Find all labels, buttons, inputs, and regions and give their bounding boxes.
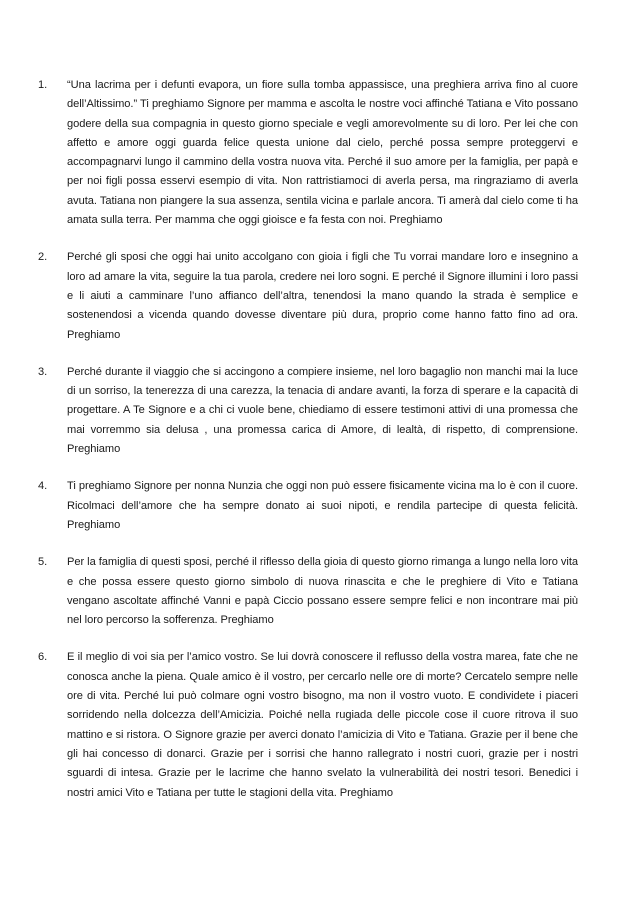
prayer-text: “Una lacrima per i defunti evapora, un fiore sulla tomba appassisce, una preghiera arriva fino al cuore dell’Altissimo.” Ti preghiamo Signore per mamma e ascolta le nostre voci affinché Tatiana e Vito possano godere della sua compagnia in questo giorno speciale e vegli amorevolmente su di loro. Per lei che con affetto e amore oggi guarda felice questa unione dal cielo, perché possa sempre proteggervi e accompagnarvi lungo il cammino della vostra nuova vita. Perché il suo amore per la famiglia, per papà e per noi figli possa esservi esempio di vita. Non rattristiamoci di averla persa, ma ringraziamo di averla avuta. Tatiana non piangere la sua assenza, sentila vicina e parlale ancora. Ti amerà dal cielo come ti ha amata sulla terra. Per mamma che oggi gioisce e fa festa con noi. Preghiamo bbox=[67, 79, 578, 227]
prayer-item-2 bbox=[38, 248, 578, 344]
prayer-text: Perché gli sposi che oggi hai unito accolgano con gioia i figli che Tu vorrai mandare loro e insegnino a loro ad amare la vita, seguire la tua parola, credere nei loro sogni. E perché il Signore illumini i loro passi e li aiuti a camminare l’uno affianco dell’altra, tenendosi la mano quando la strada è semplice e sostenendosi a vicenda quando dovesse diventare più dura, proprio come hanno fatto fino ad ora. Preghiamo bbox=[67, 251, 578, 341]
prayer-text: Ti preghiamo Signore per nonna Nunzia che oggi non può essere fisicamente vicina ma lo è con il cuore. Ricolmaci dell’amore che ha sempre donato ai suoi nipoti, e rendila partecipe di questa felicità. Preghiamo bbox=[67, 480, 578, 531]
prayer-text: E il meglio di voi sia per l’amico vostro. Se lui dovrà conoscere il reflusso della vostra marea, fate che ne conosca anche la piena. Quale amico è il vostro, per cercarlo nelle ore di morte? Cercatelo sempre nelle ore di vita. Perché lui può colmare ogni vostro bisogno, ma non il vostro vuoto. E condividete i piaceri sorridendo nella dolcezza dell’Amicizia. Poiché nella rugiada delle piccole cose il cuore ritrova il suo mattino e si ristora. O Signore grazie per averci donato l’amicizia di Vito e Tatiana. Grazie per il bene che gli hai concesso di donarci. Grazie per i sorrisi che hanno rallegrato i nostri cuori, grazie per i nostri sguardi di intesa. Grazie per le lacrime che hanno svelato la vulnerabilità dei nostri tesori. Benedici i nostri amici Vito e Tatiana per tutte le stagioni della vita. Preghiamo bbox=[67, 651, 578, 799]
prayer-item-1 bbox=[38, 76, 578, 230]
prayer-number: 3. bbox=[38, 365, 48, 378]
prayer-number: 5. bbox=[38, 556, 48, 569]
prayer-item-5 bbox=[38, 553, 578, 630]
prayer-text: Per la famiglia di questi sposi, perché il riflesso della gioia di questo giorno rimanga a lungo nella loro vita e che possa essere questo giorno simbolo di nuova rinascita e che le preghiere di Vito e Tatiana vengano ascoltate affinché Vanni e papà Ciccio possano essere sempre felici e non incontrare mai più nel loro percorso la sofferenza. Preghiamo bbox=[67, 556, 578, 627]
prayer-number: 6. bbox=[38, 651, 48, 664]
prayer-item-3 bbox=[38, 363, 578, 459]
prayer-text: Perché durante il viaggio che si accingono a compiere insieme, nel loro bagaglio non manchi mai la luce di un sorriso, la tenerezza di una carezza, la tenacia di andare avanti, la forza di sperare e la capacità di progettare. A Te Signore e a chi ci vuole bene, chiediamo di essere testimoni attivi di una promessa che mai vorremmo sia delusa , una promessa carica di Amore, di lealtà, di rispetto, di comprensione. Preghiamo bbox=[67, 365, 578, 456]
prayer-item-4 bbox=[38, 477, 578, 535]
prayer-number: 2. bbox=[38, 251, 48, 264]
prayer-item-6 bbox=[38, 648, 578, 802]
prayer-number: 4. bbox=[38, 480, 48, 493]
prayer-list bbox=[38, 76, 578, 821]
prayer-number: 1. bbox=[38, 79, 48, 91]
